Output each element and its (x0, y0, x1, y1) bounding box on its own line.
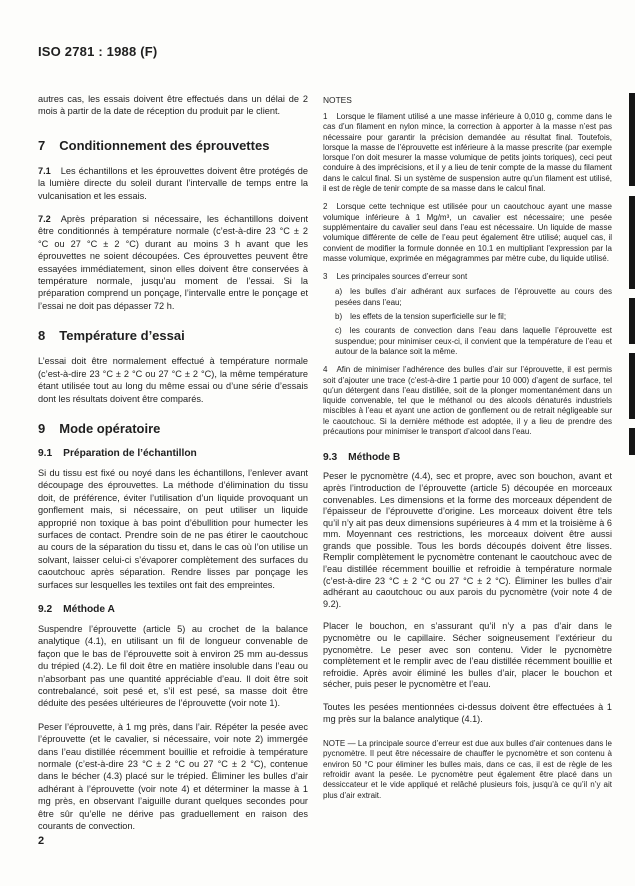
section-7-heading (38, 138, 308, 153)
note-4-number: 4 (323, 365, 328, 375)
notes-label: NOTES (323, 95, 352, 105)
note-4-text: Afin de minimiser l’adhérence des bulles d’air sur l’éprouvette, il est permis soit d’ajouter une trace (c’est-à-dire 1 partie pour 10 000) d’agent de surface, tel qu’un détergent dans l’eau distillée, soit de la plonger momentanément dans un liquide convenable, tel que le méthanol ou des alcools dénaturés industriels miscibles à l’eau et ayant une action de gonflement ou de retrait négligeable sur le caoutchouc. Si la dernière méthode est adoptée, il y a lieu de prendre des précautions pour minimiser le transport d’alcool dans l’eau. (323, 365, 612, 437)
clause-9-3-heading (323, 452, 612, 463)
note-3-item-a-text: les bulles d’air adhérant aux surfaces de l’éprouvette au cours des pesées dans l’eau; (335, 287, 612, 307)
continuation-paragraph: autres cas, les essais doivent être effectués dans un délai de 2 mois à partir de la date de réception du produit par le client. (38, 94, 308, 117)
clause-9-3-number: 9.3 (323, 452, 338, 464)
scan-edge-bar (629, 196, 635, 289)
section-8-paragraph: L’essai doit être normalement effectué à température normale (c’est-à-dire 23 °C ± 2 °C ou 27 °C ± 2 °C), la même température étant utilisée tout au long du même essai ou d’une série d’essais dont les résultats doivent être comparés. (38, 356, 308, 404)
section-8-heading (38, 328, 308, 343)
note-2-text: Lorsque cette technique est utilisée pour un caoutchouc ayant une masse volumique inférieure à 1 Mg/m³, un cavalier est nécessaire; une pesée supplémentaire du cavalier seul dans l’eau est nécessaire. Un liquide de masse volumique différente de celle de l’eau peut également être utilisé; auquel cas, il convient de modifier la formule donnée en 10.1 en multipliant l’expression par la masse volumique, exprimée en mégagrammes par mètre cube, du liquide utilisé. (323, 202, 612, 263)
clause-7-2-text: Après préparation si nécessaire, les échantillons doivent être conditionnés à température normale (c’est-à-dire 23 °C ± 2 °C ou 27 °C ± 2 °C) durant au moins 3 h avant que les éprouvettes ne soient découpées. Ces éprouvettes peuvent être essayées immédiatement, sinon elles doivent être conservées à température normale, jusqu’au moment de l’essai. Si la préparation comprend un ponçage, l’intervalle entre le ponçage et l’essai ne doit pas dépasser 72 h. (38, 214, 308, 311)
note-3-item-b (335, 312, 612, 322)
scan-edge-bar (629, 353, 635, 419)
section-9-title: Mode opératoire (59, 420, 161, 436)
note-2-number: 2 (323, 202, 328, 212)
section-9-number: 9 (38, 420, 46, 436)
scan-edge-bar (629, 298, 635, 344)
clause-7-2 (38, 213, 308, 312)
section-7-number: 7 (38, 137, 46, 153)
section-8-number: 8 (38, 328, 46, 344)
note-1-text: Lorsque le filament utilisé a une masse inférieure à 0,010 g, comme dans le cas d’un filament en nylon mince, la correction à apporter à la masse n’est pas nécessaire pour garantir la précision demandée au résultat final. Toutefois, lorsque la masse de l’éprouvette est inférieure à la masse prescrite (par exemple lorsque l’on doit mesurer la masse volumique de petits joints toriques), ceci peut conduire à des imprécisions, et il y a lieu de tenir compte de la masse du filament dans le calcul final. Si un système de suspension autre qu’un filament est utilisé, il est de règle de tenir compte de sa masse dans le calcul final. (323, 112, 612, 194)
clause-9-3-paragraph-3: Toutes les pesées mentionnées ci-dessus doivent être effectuées à 1 mg près sur la balance analytique (4.1). (323, 702, 612, 724)
note-3-number: 3 (323, 272, 328, 282)
clause-9-3-note: NOTE — La principale source d’erreur est due aux bulles d’air contenues dans le pycnomètre. Il peut être nécessaire de chauffer le pycnomètre et son contenu à environ 50 °C pour éliminer les bulles mais, dans ce cas, il est de règle de les refroidir avant la pesée. Le pycnomètre peut également être placé dans un dessiccateur et le vide appliqué et relâché plusieurs fois, jusqu’à ce qu’il n’y ait plus d’air extrait. (323, 739, 612, 800)
clause-7-2-number: 7.2 (38, 214, 51, 225)
clause-9-2-number: 9.2 (38, 603, 53, 615)
clause-9-1-number: 9.1 (38, 447, 53, 459)
scan-edge-artifact-bars (629, 0, 635, 886)
clause-7-1 (38, 165, 308, 202)
note-3-list (335, 287, 612, 357)
clause-9-1-heading (38, 448, 308, 459)
clause-9-2-paragraph-1: Suspendre l’éprouvette (article 5) au crochet de la balance analytique (4.1), en utilisant un fil de longueur convenable de façon que le bas de l’éprouvette soit à environ 25 mm au-dessus du trépied (4.2). Le fil doit être en matière insoluble dans l’eau ou n’absorbant pas une quantité appréciable d’eau. Il doit être soit contrebalancé, soit pesé et, s’il est pesé, sa masse doit être déduite des pesées ultérieures de l’éprouvette (voir note 1). (38, 623, 308, 709)
note-1-number: 1 (323, 112, 328, 121)
note-4 (323, 365, 612, 437)
note-3-item-c-label: c) (335, 326, 342, 336)
section-8-title: Température d’essai (59, 328, 185, 344)
clause-9-2-paragraph-2: Peser l’éprouvette, à 1 mg près, dans l’air. Répéter la pesée avec l’éprouvette (et le cavalier, si nécessaire, voir note 2) immergée dans l’eau distillée récemment bouillie et refroidie à température normale (c’est-à-dire 23 °C ± 2 °C ou 27 °C ± 2 °C), contenue dans le bécher (4.3) placé sur le trépied. Éliminer les bulles d’air adhérant à l’éprouvette (voir note 4) et déterminer la masse à 1 mg près, en observant l’aiguille durant quelques secondes pour être sûr qu’elle ne dérive pas graduellement en raison des courants de convection. (38, 721, 308, 832)
clause-9-3-title: Méthode B (348, 452, 401, 464)
page-header: ISO 2781 : 1988 (F) (38, 44, 158, 59)
note-3-item-b-label: b) (335, 312, 343, 322)
note-2 (323, 202, 612, 264)
clause-7-1-text: Les échantillons et les éprouvettes doivent être protégés de la lumière directe du soleil durant l’intervalle de temps entre la vulcanisation et les essais. (38, 165, 308, 201)
clause-9-1-paragraph: Si du tissu est fixé ou noyé dans les échantillons, l’enlever avant découpage des éprouvettes. La méthode d’élimination du tissu doit, de préférence, éviter l’utilisation d’un liquide provoquant un gonflement mais, si nécessaire, on peut utiliser un liquide approprié non toxique à bas point d’ébullition pour humecter les surfaces de contact. Prendre soin de ne pas étirer le caoutchouc au cours de la séparation du tissu et, dans le cas où l’on utilise un solvant, laisser celui-ci s’évaporer complètement des surfaces du caoutchouc après séparation. Rendre lisses par ponçage les surfaces sur lesquelles les textiles ont fait des empreintes. (38, 467, 308, 590)
clause-9-3-paragraph-1: Peser le pycnomètre (4.4), sec et propre, avec son bouchon, avant et après l’introduction de l’éprouvette (article 5) découpée en morceaux convenables. Les dimensions et la forme des morceaux dépendent de l’épaisseur de l’éprouvette d’origine. Les morceaux doivent être tels qu’il n’y ait pas deux dimensions supérieures à 4 mm et la troisième à 6 mm. Moyennant ces restrictions, les morceaux doivent être aussi grands que possible. Tous les bords découpés doivent être lisses. Remplir complètement le pycnomètre contenant le caoutchouc avec de l’eau distillée récemment bouillie et refroidie à température normale (c’est-à-dire 23 °C ± 2 °C ou 27 °C ± 2 °C). Éliminer les bulles d’air adhérant au caoutchouc ou aux parois du pycnomètre (voir note 4 de 9.2). (323, 471, 612, 609)
note-3-text: Les principales sources d’erreur sont (336, 272, 468, 282)
page-number: 2 (38, 835, 45, 847)
scan-edge-bar (629, 93, 635, 186)
note-3-item-c (335, 326, 612, 357)
clause-9-2-heading (38, 604, 308, 615)
clause-9-3-paragraph-2: Placer le bouchon, en s’assurant qu’il n’y a pas d’air dans le pycnomètre ou le capillaire. Sécher soigneusement l’extérieur du pycnomètre. Le peser avec son contenu. Vider le pycnomètre complètement et le remplir avec de l’eau distillée récemment bouillie et refroidie. Après avoir éliminé les bulles d’air, placer le bouchon et sécher, puis peser le pycnomètre et l’eau. (323, 621, 612, 690)
section-7-title: Conditionnement des éprouvettes (59, 137, 270, 153)
note-3 (323, 272, 612, 282)
note-3-item-a-label: a) (335, 287, 343, 297)
section-9-heading (38, 421, 308, 436)
clause-7-1-number: 7.1 (38, 165, 51, 176)
right-column (323, 93, 612, 843)
note-1 (323, 112, 612, 194)
note-3-item-c-text: les courants de convection dans l’eau dans laquelle l’éprouvette est suspendue; pour minimiser ceux-ci, il convient que la température de l’eau et autour de la balance soit la même. (335, 326, 612, 356)
clause-9-1-title: Préparation de l’échantillon (63, 447, 197, 459)
clause-9-2-title: Méthode A (63, 603, 115, 615)
left-column (38, 93, 308, 843)
scan-edge-bar (629, 428, 635, 455)
two-column-layout (38, 93, 612, 843)
note-3-item-b-text: les effets de la tension superficielle sur le fil; (350, 312, 507, 322)
note-3-item-a (335, 287, 612, 308)
